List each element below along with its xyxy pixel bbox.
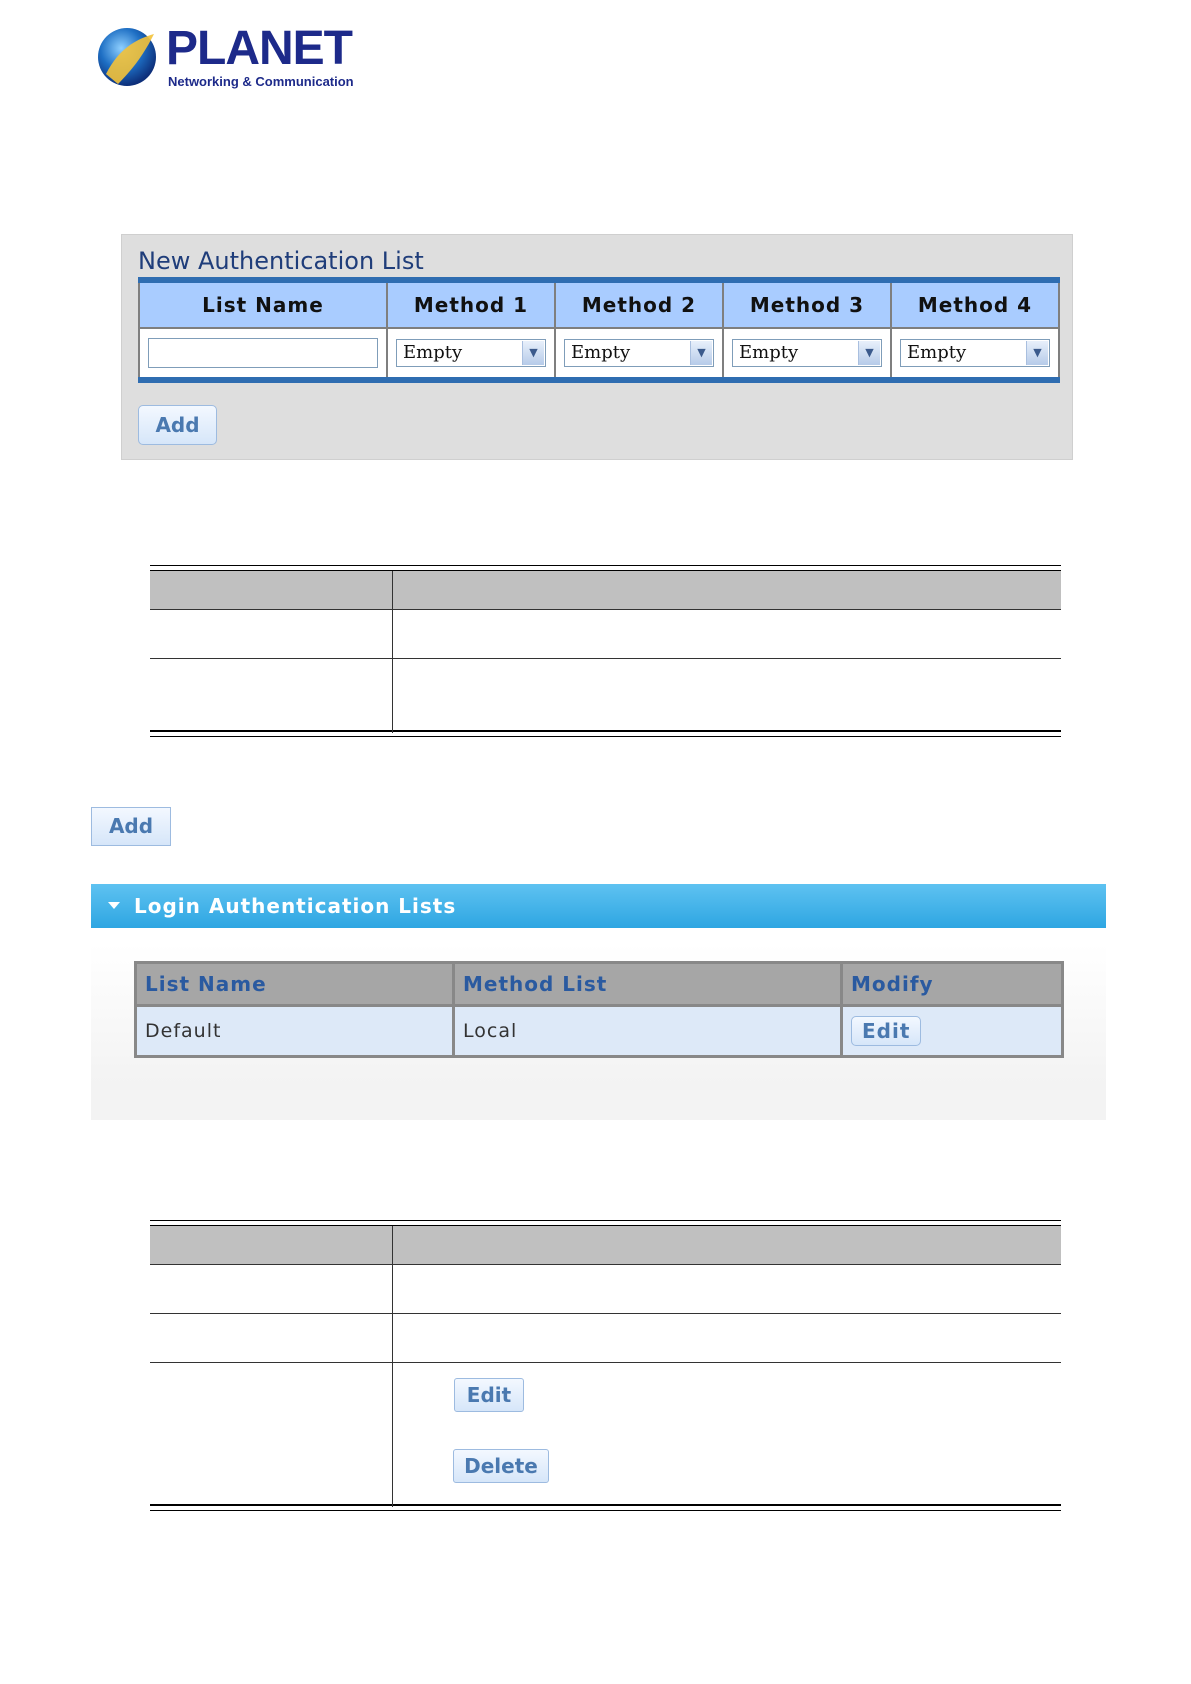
col-method-3: Method 3 — [723, 280, 891, 328]
description-table-2 — [150, 1220, 1061, 1511]
col-list-name: List Name — [139, 280, 387, 328]
chevron-down-icon[interactable]: ▼ — [522, 341, 544, 365]
table-row — [139, 328, 1059, 380]
method-1-cell — [387, 328, 555, 380]
edit-button[interactable]: Edit — [851, 1016, 921, 1046]
description-table-1 — [150, 565, 1061, 737]
delete-button[interactable]: Delete — [453, 1449, 549, 1483]
method-4-value: Empty — [907, 342, 967, 363]
logo-tagline: Networking & Communication — [168, 74, 354, 89]
panel-header-bar[interactable] — [91, 884, 1106, 928]
list-name-cell — [139, 328, 387, 380]
method-3-value: Empty — [739, 342, 799, 363]
method-3-select[interactable] — [732, 339, 882, 367]
new-authentication-list-panel — [121, 234, 1073, 460]
chevron-down-icon[interactable]: ▼ — [858, 341, 880, 365]
table-header-row — [139, 280, 1059, 328]
method-2-select[interactable] — [564, 339, 714, 367]
method-1-value: Empty — [403, 342, 463, 363]
method-list-cell: Local — [454, 1006, 842, 1057]
edit-button[interactable]: Edit — [454, 1378, 524, 1412]
panel-title: New Authentication List — [138, 247, 424, 275]
table-row — [136, 1006, 1063, 1057]
collapse-triangle-icon[interactable] — [108, 902, 120, 909]
add-button[interactable]: Add — [91, 807, 171, 846]
col-method-1: Method 1 — [387, 280, 555, 328]
method-3-cell — [723, 328, 891, 380]
method-4-cell — [891, 328, 1059, 380]
globe-icon — [96, 26, 158, 88]
login-lists-table — [134, 961, 1064, 1058]
list-name-input[interactable] — [148, 338, 378, 368]
login-authentication-lists-panel — [91, 884, 1106, 1120]
list-name-cell: Default — [136, 1006, 454, 1057]
col-method-4: Method 4 — [891, 280, 1059, 328]
method-4-select[interactable] — [900, 339, 1050, 367]
method-2-value: Empty — [571, 342, 631, 363]
method-2-cell — [555, 328, 723, 380]
col-method-list: Method List — [454, 963, 842, 1006]
chevron-down-icon[interactable]: ▼ — [1026, 341, 1048, 365]
panel-title: Login Authentication Lists — [134, 894, 457, 918]
planet-logo — [96, 22, 356, 94]
col-modify: Modify — [842, 963, 1063, 1006]
new-list-table — [138, 277, 1060, 383]
logo-wordmark: PLANET — [166, 22, 352, 75]
modify-cell — [842, 1006, 1063, 1057]
col-method-2: Method 2 — [555, 280, 723, 328]
table-header-row — [136, 963, 1063, 1006]
col-list-name: List Name — [136, 963, 454, 1006]
method-1-select[interactable] — [396, 339, 546, 367]
chevron-down-icon[interactable]: ▼ — [690, 341, 712, 365]
new-list-add-button[interactable]: Add — [138, 405, 217, 445]
